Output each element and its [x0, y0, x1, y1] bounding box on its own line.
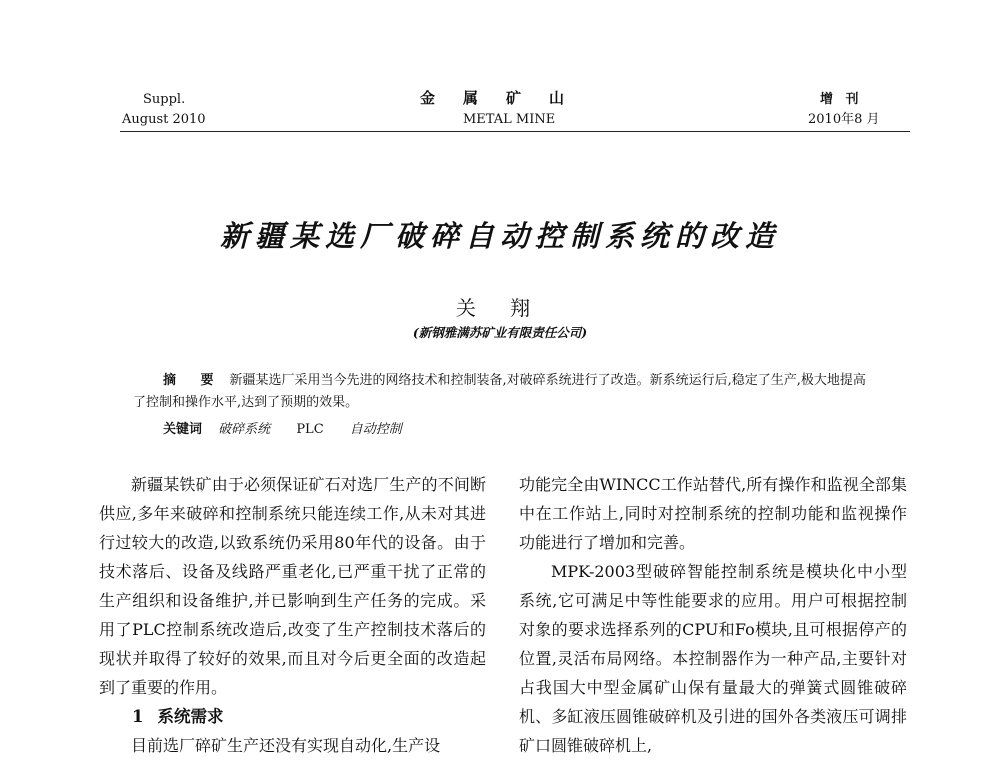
section-heading: [99, 702, 486, 731]
article-affiliation: (新钢雅满苏矿业有限责任公司): [412, 325, 588, 340]
body-paragraph: MPK-2003型破碎智能控制系统是模块化中小型系统,它可满足中等性能要求的应用。用户可根据控制对象的要求选择系列的CPU和Fo模块,且可根据停产的位置,灵活布局网络。本控制器作为一种产品,主要针对占我国大中型金属矿山保有量最大的弹簧式圆锥破碎机、多缸液压圆锥破碎机及引进的国外各类液压可调排矿口圆锥破碎机上,: [519, 562, 907, 755]
section-title: 系统需求: [157, 707, 224, 726]
header-date-cn: 2010年8 月: [808, 112, 880, 127]
abstract: [133, 370, 878, 414]
keywords-label: 关键词: [163, 422, 203, 437]
header-supplement-cn: 增 刊: [820, 92, 863, 107]
body-paragraph: 目前选厂碎矿生产还没有实现自动化,生产设: [131, 736, 441, 755]
abstract-label: 摘 要: [163, 373, 224, 388]
header-rule: [120, 131, 910, 132]
keyword: 自动控制: [349, 422, 402, 437]
keyword: 破碎系统: [218, 422, 271, 437]
body-paragraph: 功能完全由WINCC工作站替代,所有操作和监视全部集中在工作站上,同时对控制系统的控制功能和监视操作功能进行了增加和完善。: [519, 475, 907, 552]
keywords: [163, 421, 424, 439]
article-title: 新疆某选厂破碎自动控制系统的改造: [219, 219, 780, 253]
header-journal-en: METAL MINE: [463, 112, 556, 127]
article-author: 关 翔: [455, 296, 545, 320]
body-paragraph: 新疆某铁矿由于必须保证矿石对选厂生产的不间断供应,多年来破碎和控制系统只能连续工作,从未对其进行过较大的改造,以致系统仍采用80年代的设备。由于技术落后、设备及线路严重老化,已严重干扰了正常的生产组织和设备维护,并已影响到生产任务的完成。采用了PLC控制系统改造后,改变了生产控制技术落后的现状并取得了较好的效果,而且对今后更全面的改造起到了重要的作用。: [99, 475, 486, 697]
header-suppl: Suppl.: [143, 92, 186, 107]
body-column-left: [99, 470, 486, 760]
header-journal-cn: 金属矿山: [420, 89, 593, 107]
section-number: 1: [132, 707, 144, 726]
abstract-text: 新疆某选厂采用当今先进的网络技术和控制装备,对破碎系统进行了改造。新系统运行后,稳定了生产,极大地提高了控制和操作水平,达到了预期的效果。: [133, 373, 866, 410]
body-column-right: [519, 470, 907, 760]
header-date-en: August 2010: [122, 112, 206, 127]
keyword: PLC: [296, 422, 324, 437]
